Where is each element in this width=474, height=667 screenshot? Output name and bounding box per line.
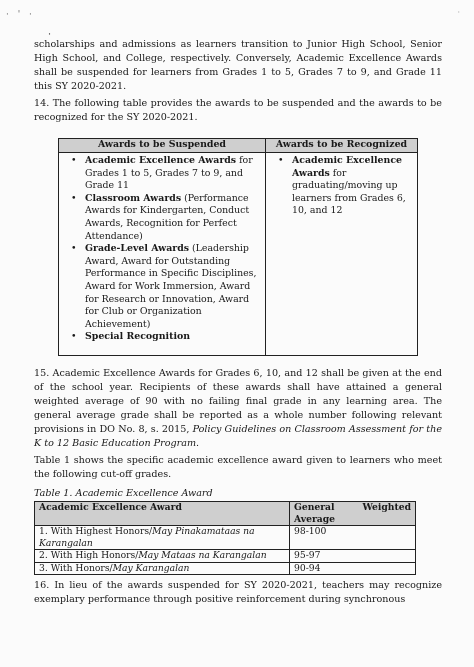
award-cell xyxy=(35,550,290,563)
award-name: Academic Excellence Awards xyxy=(85,155,237,166)
award-english: With Honors/ xyxy=(50,562,113,574)
academic-excellence-table xyxy=(34,501,416,575)
list-item xyxy=(85,243,261,331)
range-cell: 95-97 xyxy=(290,550,416,563)
award-filipino: May Pinakamataas na Karangalan xyxy=(39,526,255,549)
award-detail: (Leadership Award, Award for Outstanding Performance in Specific Disciplines, Award for Work Immersion, Award for Research or Innovation, Award for Club or Organization Achievement) xyxy=(85,243,257,330)
policy-title: Policy Guidelines on Classroom Assessment for the K to 12 Basic Education Program xyxy=(34,424,442,449)
header-average-line xyxy=(294,502,411,514)
award-filipino: May Mataas na Karangalan xyxy=(138,550,267,561)
paragraph-15 xyxy=(34,367,442,451)
award-english: With Highest Honors/ xyxy=(50,526,153,537)
awards-table xyxy=(58,138,418,356)
award-detail: (Performance Awards for Kindergarten, Conduct Awards, Recognition for Perfect Attendance) xyxy=(85,192,250,242)
paragraph-table-intro: Table 1 shows the specific academic excellence award given to learners who meet the following cut-off grades. xyxy=(34,455,442,480)
table-1-caption: Table 1. Academic Excellence Award xyxy=(34,488,213,499)
paragraph-14: 14. The following table provides the awards to be suspended and the awards to be recognized for the SY 2020-2021. xyxy=(34,98,442,123)
table-row xyxy=(35,562,416,575)
award-filipino: May Karangalan xyxy=(112,562,190,574)
header-average-word-1: General xyxy=(294,502,335,513)
paragraph-text: scholarships and admissions as learners transition to Junior High School, Senior High School, and College, respectively. Conversely, Academic Excellence Awards shall be suspended for learners from Grades 1 to 5, Grades 7 to 9, and Grade 11 this SY 2020-2021. xyxy=(34,39,442,92)
award-english: With High Honors/ xyxy=(50,550,139,561)
header-suspended: Awards to be Suspended xyxy=(59,139,266,153)
list-item xyxy=(85,155,261,193)
stray-dot: · xyxy=(48,29,52,40)
award-name: Special Recognition xyxy=(85,331,191,343)
range-cell: 90-94 xyxy=(290,562,416,575)
range-cell: 98-100 xyxy=(290,526,416,550)
corner-mark: · xyxy=(457,8,460,17)
row-number: 1. xyxy=(39,526,51,537)
row-number: 3. xyxy=(39,562,51,574)
award-name: Academic Excellence Awards xyxy=(292,155,403,179)
list-item xyxy=(292,155,413,218)
award-name: Grade-Level Awards xyxy=(85,243,190,255)
recognized-list xyxy=(270,155,413,218)
header-recognized: Awards to be Recognized xyxy=(266,139,418,153)
header-average-word-2: Weighted xyxy=(362,502,411,513)
award-cell xyxy=(35,526,290,550)
table-header-row xyxy=(35,502,416,526)
header-average-word-3: Average xyxy=(294,513,336,525)
awards-table-header-row xyxy=(59,139,418,153)
award-name: Classroom Awards xyxy=(85,192,182,204)
recognized-cell xyxy=(266,153,418,356)
suspended-cell xyxy=(59,153,266,356)
award-cell xyxy=(35,562,290,575)
paragraph-16: 16. In lieu of the awards suspended for SY 2020-2021, teachers may recognize exemplary performance through positive reinforcement during synchronous xyxy=(34,580,442,605)
paragraph-text-end: . xyxy=(196,438,200,449)
suspended-list xyxy=(63,155,261,344)
award-detail: for graduating/moving up learners from Grades 6, 10, and 12 xyxy=(292,167,406,217)
header-award: Academic Excellence Award xyxy=(35,502,290,526)
paragraph-13-continued xyxy=(34,29,442,94)
scan-mark: · ' · xyxy=(6,10,35,20)
header-average xyxy=(290,502,416,526)
award-detail: for Grades 1 to 5, Grades 7 to 9, and Grade 11 xyxy=(85,155,253,192)
awards-table-body-row xyxy=(59,153,418,356)
list-item xyxy=(85,331,261,344)
list-item xyxy=(85,193,261,243)
row-number: 2. xyxy=(39,550,51,561)
table-row xyxy=(35,550,416,563)
table-row xyxy=(35,526,416,550)
paragraph-text: 15. Academic Excellence Awards for Grades 6, 10, and 12 shall be given at the end of the school year. Recipients of these awards shall have attained a general weighted average of 90 with no failing final grade in any learning area. The general average grade shall be reported as a whole number following relevant provisions in DO No. 8, s. 2015, xyxy=(34,368,442,435)
